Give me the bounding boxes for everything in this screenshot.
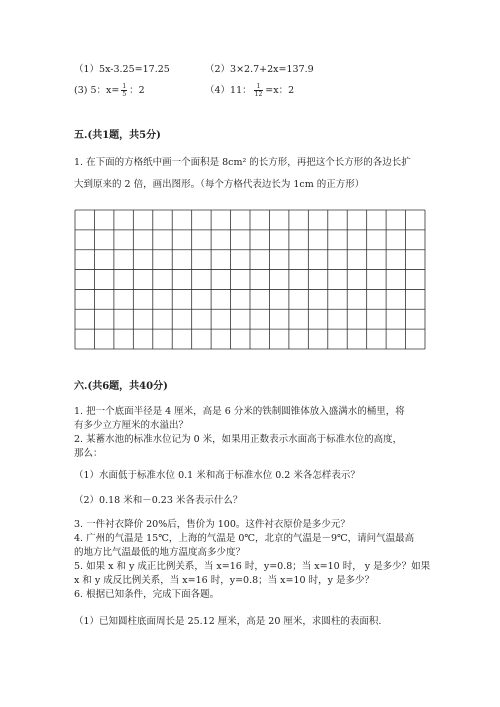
section-5-question-line-2: 大到原来的 2 倍，画出图形。（每个方格代表边长为 1cm 的正方形） [74,179,365,190]
section-5-title: 五.(共1题，共5分) [74,130,161,141]
fraction-denominator: 5 [122,91,127,98]
fraction-numerator: 1 [122,83,127,90]
equation-1: （1）5x-3.25=17.25 [74,64,170,75]
question-line: 2. 某蓄水池的标准水位记为 0 米，如果用正数表示水面高于标准水位的高度， [74,434,403,445]
question-line: x 和 y 成反比例关系，当 x=16 时，y=0.8；当 x=10 时，y 是多少？ [74,575,374,586]
fraction-numerator: 1 [254,83,264,91]
question-line: 有多少立方厘米的水溢出？ [74,420,189,431]
question-line: 1. 把一个底面半径是 4 厘米，高是 6 分米的铁制圆锥体放入盛满水的桶里，将 [74,406,405,417]
fraction [121,83,127,98]
equation-4-prefix: （4）11： [205,85,252,96]
question-line: （1）水面低于标准水位 0.1 米和高于标准水位 0.2 米各怎样表示？ [74,470,360,481]
section-5-question-line-1: 1. 在下面的方格纸中画一个面积是 8cm² 的长方形，再把这个长方形的各边长扩 [74,157,411,168]
question-line: 5. 如果 x 和 y 成正比例关系，当 x=16 时，y=0.8；当 x=10 时， y 是多少？如果 [74,561,431,572]
section-6-title: 六.(共6题，共40分) [74,381,168,392]
question-line: （1）已知圆柱底面周长是 25.12 厘米，高是 20 厘米，求圆柱的表面积. [74,616,382,627]
equation-4 [205,82,294,98]
question-line: 6. 根据已知条件，完成下面各题。 [74,589,220,600]
question-line: 那么： [74,448,103,459]
question-line: （2）0.18 米和－0.23 米各表示什么？ [74,495,243,506]
question-line: 3. 一件衬衣降价 20%后，售价为 100。这件衬衣原价是多少元？ [74,519,350,530]
equation-2: （2）3×2.7+2x=137.9 [205,64,314,75]
equation-4-suffix: =x：2 [265,85,295,96]
question-line: 4. 广州的气温是 15℃，上海的气温是 0℃，北京的气温是－9℃，请问气温最高 [74,533,415,544]
square-grid-paper[interactable] [74,209,426,350]
question-line: 的地方比气温最低的地方温度高多少度？ [74,547,246,558]
equation-3-prefix: (3) 5：x= [74,85,120,96]
equation-3 [74,82,145,98]
equation-3-suffix: ：2 [129,85,145,96]
fraction-denominator: 12 [254,91,263,98]
fraction [254,83,264,98]
